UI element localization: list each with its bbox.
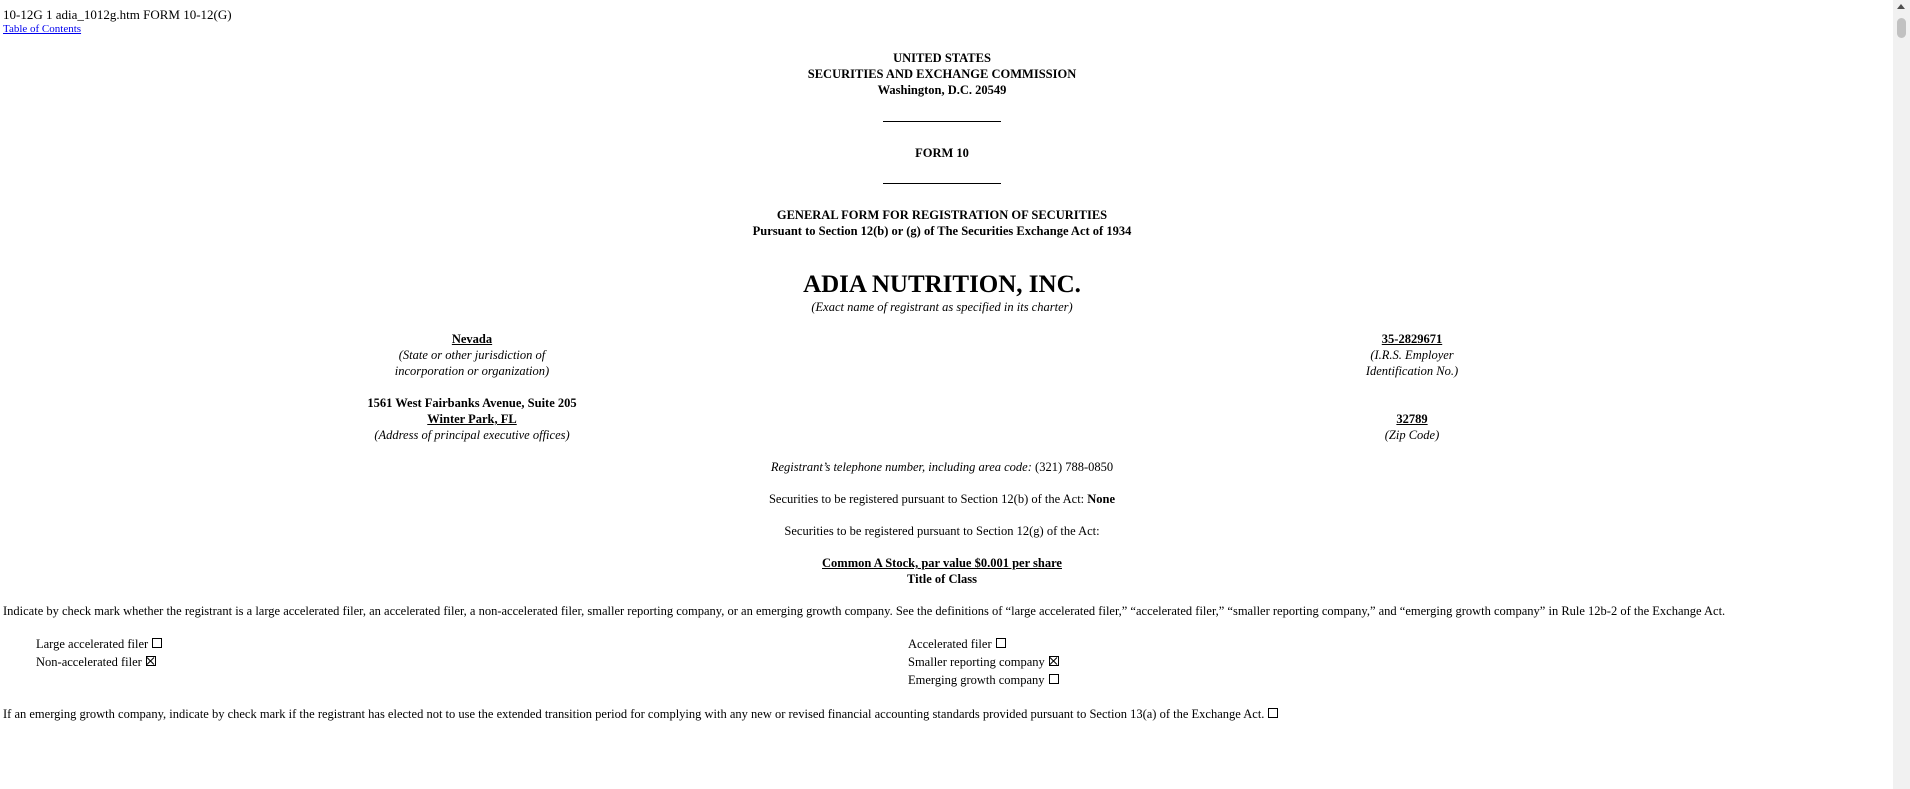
class-value: Common A Stock, par value $0.001 per share — [822, 556, 1062, 570]
section-12b-value: None — [1087, 492, 1116, 506]
header-block — [0, 50, 1884, 98]
scroll-up-arrow-icon[interactable] — [1897, 4, 1905, 9]
form-title: FORM 10 — [915, 146, 969, 160]
address-block — [322, 395, 622, 443]
address-caption: (Address of principal executive offices) — [374, 428, 570, 442]
emerging-growth-text: If an emerging growth company, indicate by check mark if the registrant has elected not to use the extended transition period for complying with any new or revised financial accounting standards provided pursuant to Section 13(a) of the Exchange Act. — [3, 707, 1265, 721]
state-caption-1: (State or other jurisdiction of — [398, 348, 546, 362]
zip-block — [1292, 411, 1532, 443]
irs-caption-1: (I.R.S. Employer — [1370, 348, 1454, 362]
accelerated-filer-row — [908, 636, 1006, 652]
large-accelerated-filer-row — [36, 636, 162, 652]
state-value: Nevada — [451, 332, 493, 346]
header-line-2: SECURITIES AND EXCHANGE COMMISSION — [807, 67, 1077, 81]
telephone-number: (321) 788-0850 — [1031, 460, 1114, 474]
class-caption: Title of Class — [907, 572, 977, 586]
irs-block — [1292, 331, 1532, 379]
accelerated-filer-label: Accelerated filer — [908, 637, 992, 651]
scroll-thumb[interactable] — [1897, 18, 1906, 38]
smaller-reporting-company-label: Smaller reporting company — [908, 655, 1045, 669]
company-name-caption: (Exact name of registrant as specified in its charter) — [811, 300, 1073, 314]
zip-value: 32789 — [1396, 412, 1428, 426]
extended-transition-checkbox[interactable] — [1268, 708, 1278, 718]
non-accelerated-filer-label: Non-accelerated filer — [36, 655, 142, 669]
section-12b-line — [0, 491, 1884, 507]
form-subtitle-block — [0, 207, 1884, 239]
file-header: 10-12G 1 adia_1012g.htm FORM 10-12(G) — [3, 7, 232, 22]
irs-caption-2: Identification No.) — [1365, 364, 1459, 378]
section-12b-label: Securities to be registered pursuant to Section 12(b) of the Act: — [768, 492, 1088, 506]
indicate-paragraph: Indicate by check mark whether the registrant is a large accelerated filer, an accelerated filer, a non-accelerated filer, smaller reporting company, or an emerging growth company. See the definitions of “large accelerated filer,” “accelerated filer,” “smaller reporting company,” and “emerging growth company” in Rule 12b-2 of the Exchange Act. — [3, 604, 1726, 618]
large-accelerated-filer-checkbox[interactable] — [152, 638, 162, 648]
smaller-reporting-company-checkbox[interactable] — [1049, 656, 1059, 666]
non-accelerated-filer-row — [36, 654, 156, 670]
emerging-growth-company-checkbox[interactable] — [1049, 674, 1059, 684]
header-line-1: UNITED STATES — [893, 51, 991, 65]
large-accelerated-filer-label: Large accelerated filer — [36, 637, 149, 651]
divider-bottom — [883, 183, 1001, 184]
divider-top — [883, 121, 1001, 122]
emerging-growth-paragraph — [3, 706, 1278, 722]
form-subtitle-1: GENERAL FORM FOR REGISTRATION OF SECURITIES — [776, 208, 1108, 222]
header-line-3: Washington, D.C. 20549 — [877, 83, 1007, 97]
title-of-class-block — [0, 555, 1884, 587]
non-accelerated-filer-checkbox[interactable] — [146, 656, 156, 666]
emerging-growth-company-row — [908, 672, 1059, 688]
table-of-contents-link[interactable]: Table of Contents — [3, 23, 82, 35]
section-12g-line: Securities to be registered pursuant to Section 12(g) of the Act: — [784, 524, 1100, 538]
vertical-scrollbar[interactable] — [1893, 0, 1910, 789]
telephone-label: Registrant’s telephone number, including area code: — [770, 460, 1032, 474]
state-caption-2: incorporation or organization) — [394, 364, 550, 378]
company-name: ADIA NUTRITION, INC. — [803, 271, 1081, 298]
state-block — [352, 331, 592, 379]
zip-caption: (Zip Code) — [1384, 428, 1440, 442]
irs-number: 35-2829671 — [1381, 332, 1443, 346]
emerging-growth-company-label: Emerging growth company — [908, 673, 1045, 687]
telephone-line — [0, 459, 1884, 475]
accelerated-filer-checkbox[interactable] — [996, 638, 1006, 648]
address-line-1: 1561 West Fairbanks Avenue, Suite 205 — [367, 396, 577, 410]
form-subtitle-2: Pursuant to Section 12(b) or (g) of The Securities Exchange Act of 1934 — [752, 224, 1132, 238]
smaller-reporting-company-row — [908, 654, 1059, 670]
address-line-2: Winter Park, FL — [427, 412, 517, 426]
